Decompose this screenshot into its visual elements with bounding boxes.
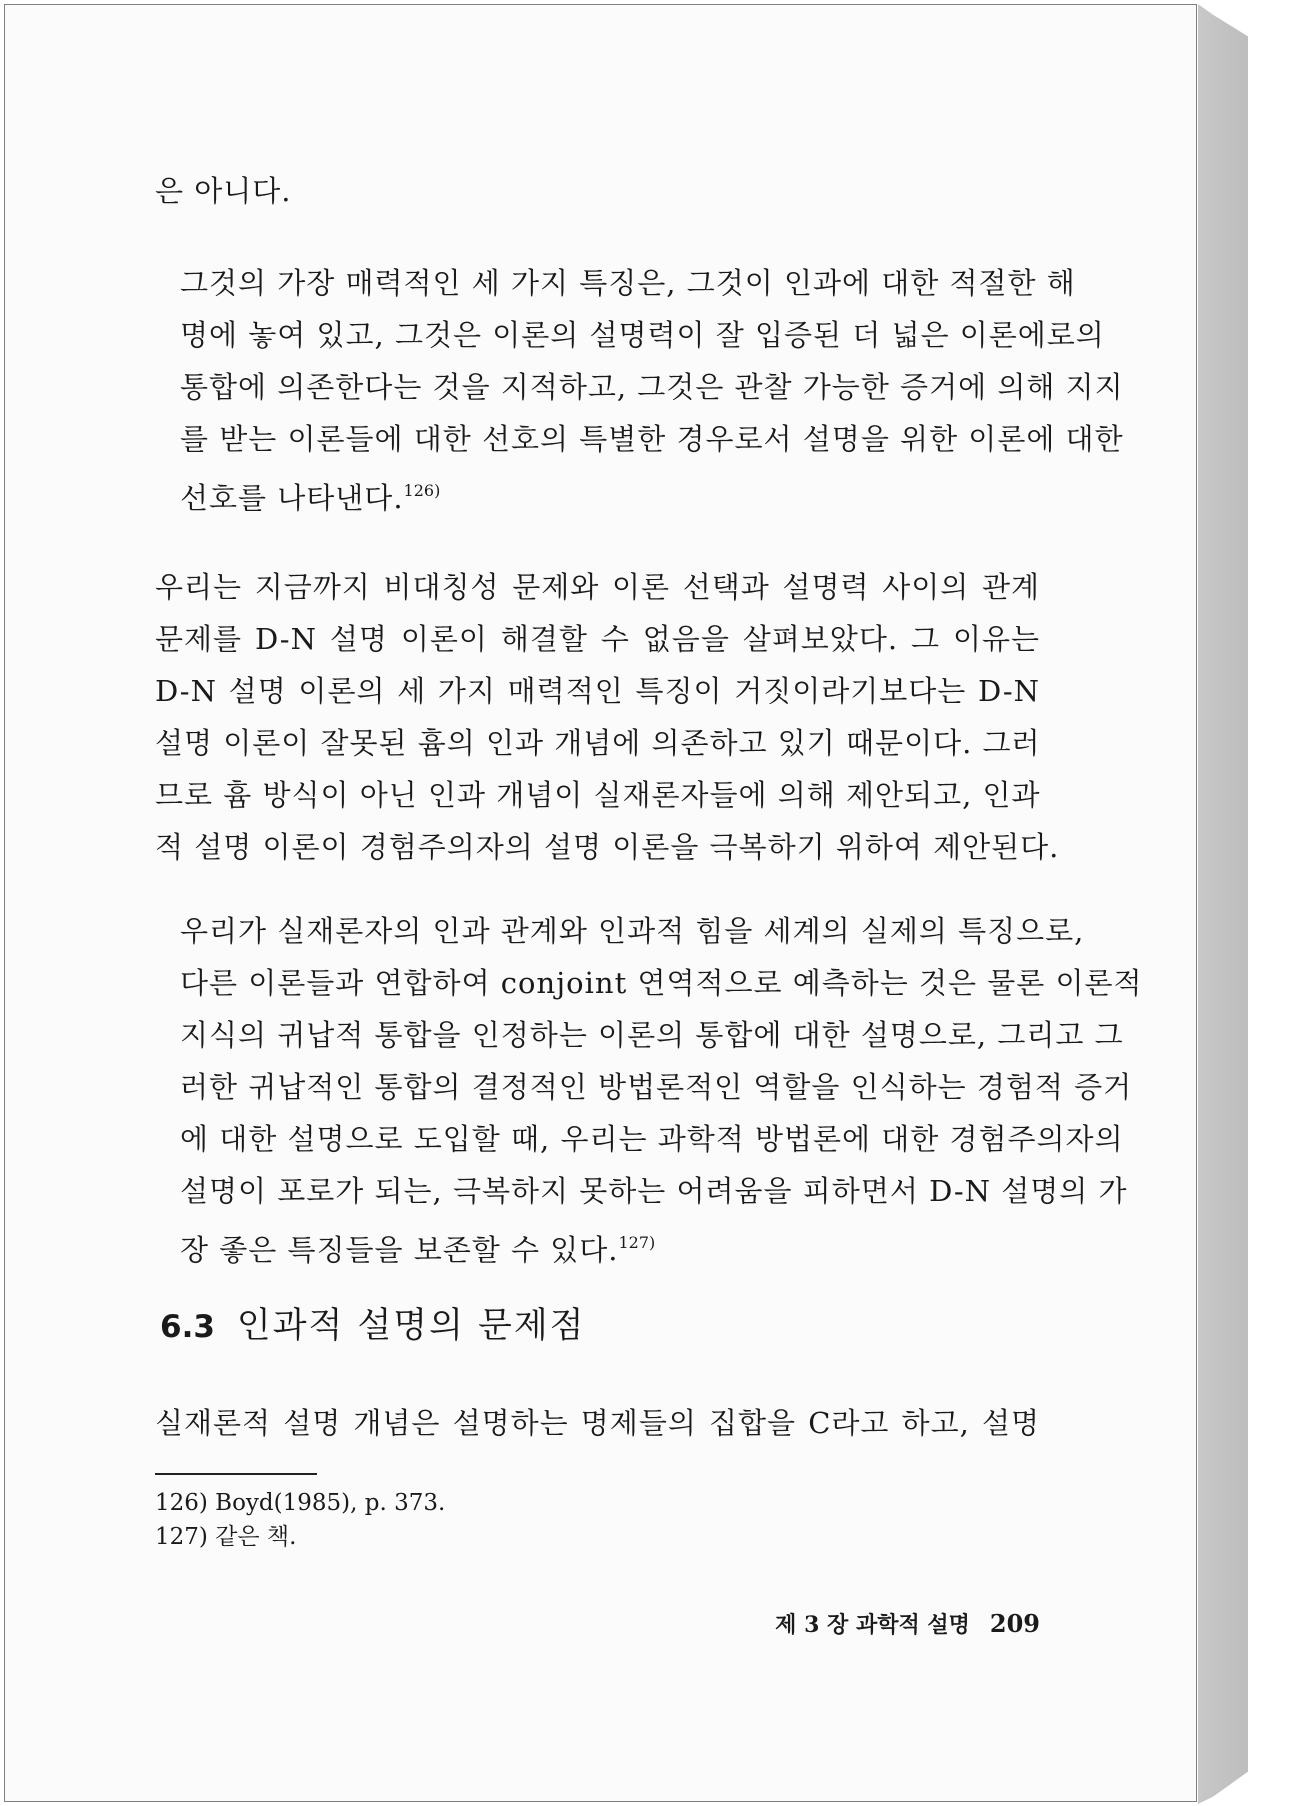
text-line: 실재론적 설명 개념은 설명하는 명제들의 집합을 C라고 하고, 설명 xyxy=(155,1406,1040,1440)
book-page xyxy=(4,4,1197,1802)
book-page-edge xyxy=(1198,4,1248,1804)
text-line-content: 장 좋은 특징들을 보존할 수 있다. xyxy=(180,1233,619,1267)
footnote-ref-127: 127) xyxy=(618,1233,656,1252)
footnote-divider xyxy=(155,1473,317,1475)
text-line xyxy=(180,465,1040,517)
running-footer xyxy=(705,1608,1040,1639)
chapter-label: 제 3 장 과학적 설명 xyxy=(775,1612,970,1638)
text-line: 러한 귀납적인 통합의 결정적인 방법론적인 역할을 인식하는 경험적 증거 xyxy=(180,1070,1133,1104)
text-line: 명에 놓여 있고, 그것은 이론의 설명력이 잘 입증된 더 넓은 이론에로의 xyxy=(180,318,1105,352)
text-line: 에 대한 설명으로 도입할 때, 우리는 과학적 방법론에 대한 경험주의자의 xyxy=(180,1122,1124,1156)
text-line: 통합에 의존한다는 것을 지적하고, 그것은 관찰 가능한 증거에 의해 지지 xyxy=(180,370,1124,404)
section-paragraph xyxy=(155,1397,1040,1449)
block-quote-2 xyxy=(180,905,1143,1269)
text-line: 그것의 가장 매력적인 세 가지 특징은, 그것이 인과에 대한 적절한 해 xyxy=(180,266,1076,300)
body-paragraph-1 xyxy=(155,561,1060,873)
text-line-content: 선호를 나타낸다. xyxy=(180,481,404,515)
text-line: 므로 흄 방식이 아닌 인과 개념이 실재론자들에 의해 제안되고, 인과 xyxy=(155,778,1041,812)
text-line: 우리가 실재론자의 인과 관계와 인과적 힘을 세계의 실제의 특징으로, xyxy=(180,914,1085,948)
footnote-126: 126) Boyd(1985), p. 373. xyxy=(155,1490,446,1516)
text-line: 설명 이론이 잘못된 흄의 인과 개념에 의존하고 있기 때문이다. 그러 xyxy=(155,726,1041,760)
text-line: 설명이 포로가 되는, 극복하지 못하는 어려움을 피하면서 D-N 설명의 가 xyxy=(180,1174,1128,1208)
text-line: 지식의 귀납적 통합을 인정하는 이론의 통합에 대한 설명으로, 그리고 그 xyxy=(180,1018,1124,1052)
text-line: D-N 설명 이론의 세 가지 매력적인 특징이 거짓이라기보다는 D-N xyxy=(155,674,1040,708)
text-line: 문제를 D-N 설명 이론이 해결할 수 없음을 살펴보았다. 그 이유는 xyxy=(155,622,1040,656)
footnote-ref-126: 126) xyxy=(403,481,441,500)
page-number: 209 xyxy=(989,1609,1040,1638)
text-line: 를 받는 이론들에 대한 선호의 특별한 경우로서 설명을 위한 이론에 대한 xyxy=(180,422,1124,456)
section-heading xyxy=(160,1298,585,1348)
text-line: 적 설명 이론이 경험주의자의 설명 이론을 극복하기 위하여 제안된다. xyxy=(155,830,1060,864)
section-number: 6.3 xyxy=(160,1309,215,1345)
text-line xyxy=(180,1217,1040,1269)
block-quote-1 xyxy=(180,257,1124,517)
footnote-127: 127) 같은 책. xyxy=(155,1524,297,1550)
text-line: 은 아니다. xyxy=(155,174,292,208)
section-title: 인과적 설명의 문제점 xyxy=(236,1306,586,1346)
text-line: 다른 이론들과 연합하여 conjoint 연역적으로 예측하는 것은 물론 이론적 xyxy=(180,966,1143,1000)
opening-line xyxy=(155,165,1040,217)
text-line: 우리는 지금까지 비대칭성 문제와 이론 선택과 설명력 사이의 관계 xyxy=(155,570,1040,604)
